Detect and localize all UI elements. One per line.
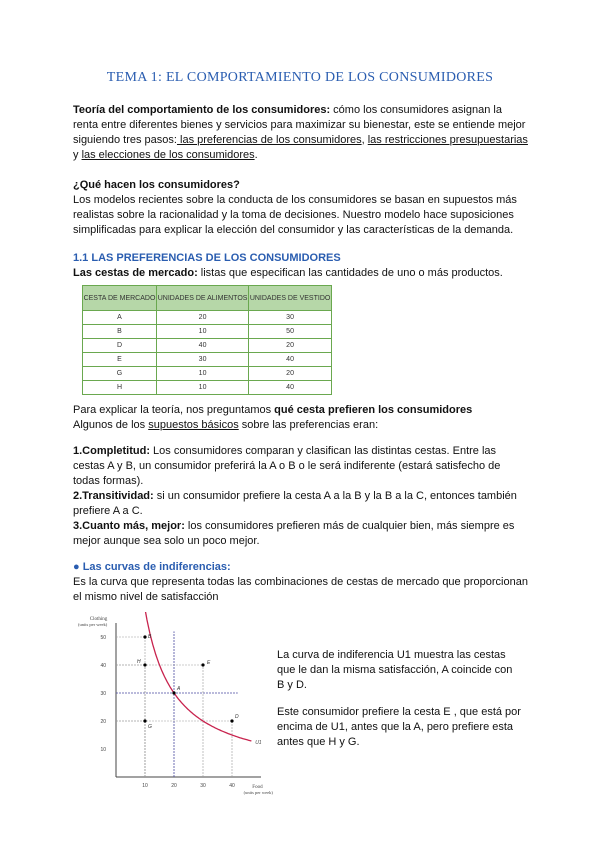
point-label: H <box>137 659 141 665</box>
y-tick-label: 30 <box>100 691 106 697</box>
col-header: UNIDADES DE VESTIDO <box>249 286 332 311</box>
data-point <box>172 691 175 694</box>
table-cell: 20 <box>249 367 332 381</box>
b: qué cesta prefieren los consumidores <box>274 404 473 416</box>
question-text: Los modelos recientes sobre la conducta de los consumidores se basan en supuestos más realistas sobre la racionalidad y la toma de decisiones. Nuestro modelo hace suposiciones simplificadas para explicar la elección del consumidor y las características de la demanda. <box>73 194 517 236</box>
axiom-text: si un consumidor prefiere la cesta A a la B y la B a la C, entonces también prefiere A a C. <box>73 490 517 517</box>
data-point <box>201 663 204 666</box>
point-label: B <box>148 634 152 640</box>
cestas-text: listas que especifican las cantidades de uno o más productos. <box>197 267 503 279</box>
graph-explanation <box>277 648 522 750</box>
axiom-text: Los consumidores comparan y clasifican las distintas cestas. Entre las cestas A y B, un consumidor preferirá la A o B o le será indiferente (estará satisfecho de todas formas). <box>73 445 501 487</box>
table-cell: 40 <box>249 353 332 367</box>
link-restricciones[interactable]: las restricciones presupuestarias <box>367 134 528 146</box>
table-cell: D <box>83 339 157 353</box>
explanation-p2: Este consumidor prefiere la cesta E , que está por encima de U1, antes que la A, pero prefiere esta antes que H y G. <box>277 706 521 748</box>
table-row <box>83 325 332 339</box>
link-elecciones[interactable]: las elecciones de los consumidores <box>81 149 255 161</box>
table-cell: 20 <box>249 339 332 353</box>
point-label: G <box>148 724 152 730</box>
table-cell: 10 <box>156 325 248 339</box>
col-header: CESTA DE MERCADO <box>83 286 157 311</box>
table-cell: B <box>83 325 157 339</box>
explanation-p1: La curva de indiferencia U1 muestra las cestas que le dan la misma satisfacción, A coincide con B y D. <box>277 649 513 691</box>
table-cell: 10 <box>156 367 248 381</box>
t: Para explicar la teoría, nos preguntamos <box>73 404 275 416</box>
table-row <box>83 311 332 325</box>
x-tick-label: 20 <box>171 783 177 789</box>
table-cell: H <box>83 381 157 395</box>
table-cell: E <box>83 353 157 367</box>
table-row <box>83 367 332 381</box>
y-tick-label: 20 <box>100 719 106 725</box>
data-point <box>143 719 146 722</box>
section-heading: 1.1 LAS PREFERENCIAS DE LOS CONSUMIDORES <box>73 252 341 264</box>
t: sobre las preferencias eran: <box>238 419 379 431</box>
table-cell: 30 <box>156 353 248 367</box>
table-cell: 50 <box>249 325 332 339</box>
axiom-text: los consumidores prefieren más de cualquier bien, más siempre es mejor aunque sea solo un poco mejor. <box>73 520 515 547</box>
table-row <box>83 381 332 395</box>
point-label: E <box>207 660 211 666</box>
curves-heading: ● Las curvas de indiferencias: <box>73 561 231 573</box>
y-tick-label: 10 <box>100 747 106 753</box>
axioms-list <box>73 444 528 549</box>
axiom-term: 1.Completitud: <box>73 445 150 457</box>
table-cell: 40 <box>156 339 248 353</box>
x-tick-label: 10 <box>142 783 148 789</box>
t: Algunos de los <box>73 419 149 431</box>
sep: . <box>254 149 258 161</box>
x-tick-label: 40 <box>229 783 235 789</box>
table-row <box>83 339 332 353</box>
table-cell: 10 <box>156 381 248 395</box>
data-point <box>143 663 146 666</box>
table-cell: 40 <box>249 381 332 395</box>
axiom-term: 3.Cuanto más, mejor: <box>73 520 185 532</box>
data-point <box>230 719 233 722</box>
page-title: TEMA 1: EL COMPORTAMIENTO DE LOS CONSUMIDORES <box>106 70 494 85</box>
sep: y <box>73 149 82 161</box>
question-heading: ¿Qué hacen los consumidores? <box>73 179 240 191</box>
data-point <box>143 635 146 638</box>
axiom <box>73 444 528 489</box>
point-label: D <box>235 714 239 720</box>
supuestos-link[interactable]: supuestos básicos <box>148 419 239 431</box>
axiom <box>73 519 528 549</box>
y-tick-label: 50 <box>100 635 106 641</box>
y-tick-label: 40 <box>100 663 106 669</box>
market-basket-table <box>82 285 332 395</box>
y-label: Clothing <box>89 617 108 622</box>
point-label: A <box>177 686 181 692</box>
x-label: (units per week) <box>243 790 273 795</box>
y-label: (units per week) <box>78 622 108 627</box>
cestas-def <box>73 266 528 281</box>
table-cell: G <box>83 367 157 381</box>
table-cell: A <box>83 311 157 325</box>
table-row <box>83 353 332 367</box>
axiom-term: 2.Transitividad: <box>73 490 154 502</box>
intro-term: Teoría del comportamiento de los consumidores: <box>73 104 331 116</box>
link-preferencias[interactable]: las preferencias de los consumidores <box>176 134 362 146</box>
indifference-curve <box>143 612 252 741</box>
cestas-term: Las cestas de mercado: <box>73 267 198 279</box>
table-cell: 30 <box>249 311 332 325</box>
x-tick-label: 30 <box>200 783 206 789</box>
intro-text: cómo los consumidores asignan la renta entre diferentes bienes y servicios para maximizar su bienestar, este se entiende mejor siguiendo tres pasos: <box>73 104 526 146</box>
curve-label: U1 <box>255 740 262 746</box>
col-header: UNIDADES DE ALIMENTOS <box>156 286 248 311</box>
curves-text: Es la curva que representa todas las combinaciones de cestas de mercado que proporcionan el mismo nivel de satisfacción <box>73 576 528 603</box>
explain-text <box>73 403 528 433</box>
sep: , <box>361 134 368 146</box>
axiom <box>73 489 528 519</box>
x-label: Food <box>252 785 263 790</box>
intro-paragraph <box>73 103 528 163</box>
indifference-curve-graph <box>60 612 280 802</box>
table-cell: 20 <box>156 311 248 325</box>
